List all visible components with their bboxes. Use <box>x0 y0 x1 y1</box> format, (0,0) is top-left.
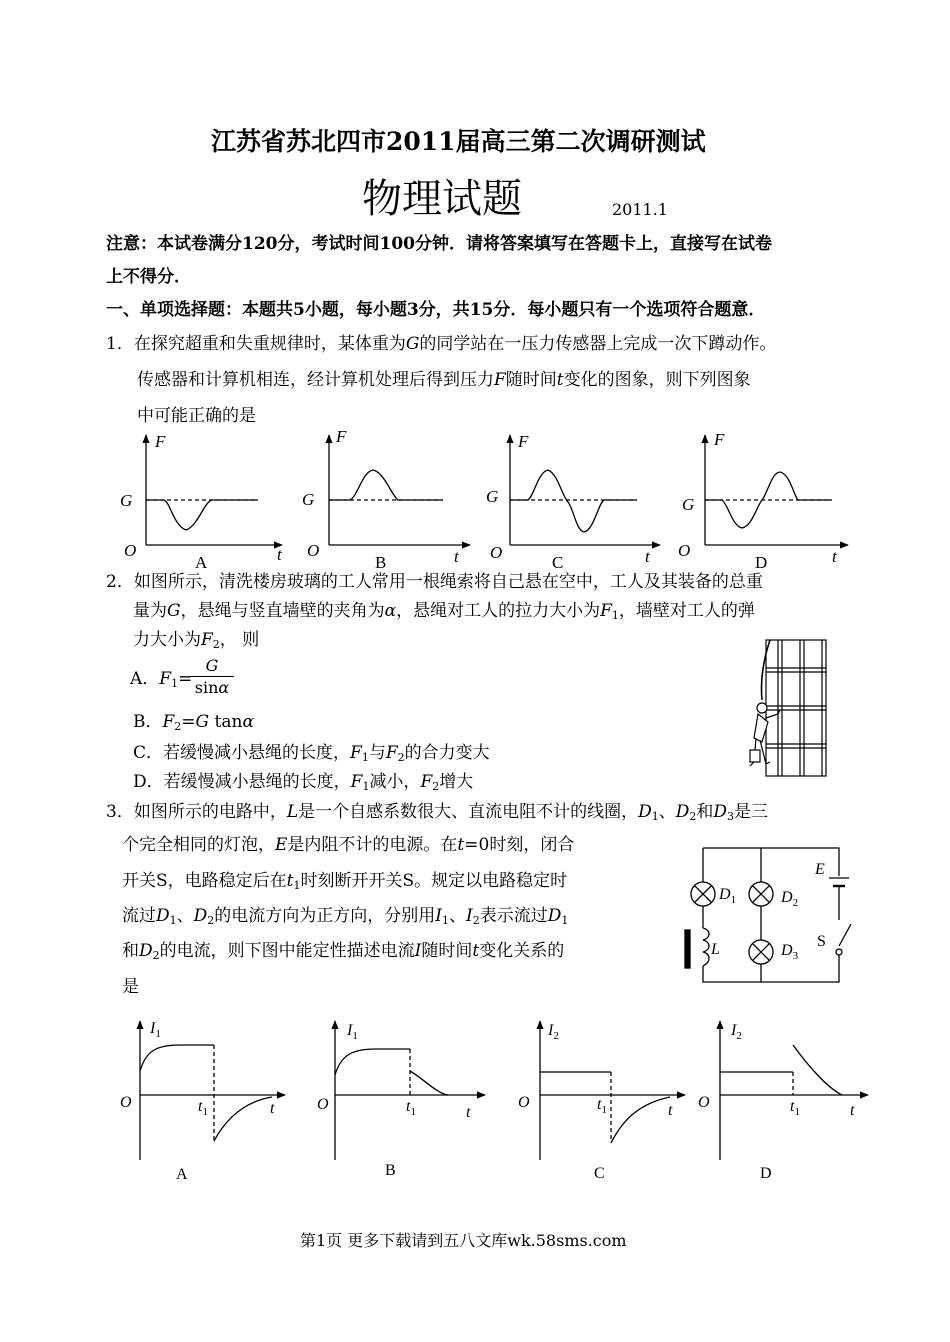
q3c-t1-sub: 1 <box>601 1104 607 1116</box>
q1-graph-c <box>510 435 660 545</box>
q3-sub-d2c: 2 <box>152 949 160 962</box>
q3-var-d1c: D <box>547 906 562 926</box>
q2-option-a-eq: = <box>178 669 193 689</box>
svg-text:t1 <box>597 1096 607 1116</box>
svg-text:D1 <box>718 886 736 906</box>
q3a-t1-label: t <box>198 1098 203 1115</box>
q3-text-2a: 个完全相同的灯泡， <box>122 835 275 855</box>
q3a-i-label: I <box>150 1020 156 1037</box>
q2-option-b-alpha: α <box>242 712 254 732</box>
q2-option-a-label: A． <box>130 669 160 689</box>
q2-line-3 <box>133 628 259 652</box>
q3c-i-sub: 2 <box>553 1030 559 1042</box>
q3-var-d2b: D <box>193 906 208 926</box>
q1a-g-label: G <box>120 491 133 510</box>
q2-option-d <box>133 770 473 794</box>
q2-text-1: 如图所示，清洗楼房玻璃的工人常用一根绳索将自己悬在空中，工人及其装备的总重 <box>133 572 763 592</box>
circuit-d1-label: D <box>719 886 731 903</box>
svg-text:t1 <box>790 1098 800 1118</box>
q1-var-t: t <box>556 370 564 390</box>
q3b-t1-label: t <box>406 1098 411 1115</box>
q3-text-5a: 和 <box>122 941 139 961</box>
q2-var-alpha: α <box>384 601 397 621</box>
q3-sub-d2b: 2 <box>207 914 215 927</box>
q3-text-5d: 变化关系的 <box>479 941 565 961</box>
page-footer: 第1页 更多下载请到五八文库wk.58sms.com <box>300 1231 627 1250</box>
q3-graph-c <box>540 1021 685 1160</box>
q3a-i-sub: 1 <box>155 1028 161 1040</box>
q3-sub-1: 1 <box>651 810 659 823</box>
q3c-t-label: t <box>668 1102 673 1119</box>
q3-number: 3． <box>106 802 134 822</box>
q1-text-e: 变化的图象，则下列图象 <box>563 370 751 390</box>
q3b-i-sub: 1 <box>352 1030 358 1042</box>
q2-option-d-f2: F <box>420 772 433 792</box>
q2-option-b-g: G <box>195 712 210 732</box>
q3-graphs <box>0 1015 950 1185</box>
q2-option-d-a: 若缓慢减小悬绳的长度， <box>163 772 351 792</box>
q3-var-d1: D <box>638 802 652 822</box>
circuit-l-label: L <box>711 941 720 958</box>
q3-var-d2c: D <box>139 941 153 961</box>
svg-text:t1 <box>198 1098 208 1118</box>
q1-graphs <box>0 427 950 572</box>
q2-var-f2: F <box>201 630 213 650</box>
q3-text-1a: 如图所示的电路中， <box>133 802 287 822</box>
q1-option-c: C <box>552 553 564 572</box>
svg-text:I1 <box>149 1020 161 1040</box>
q3b-o-label: O <box>317 1096 329 1113</box>
q1b-t-label: t <box>454 547 459 566</box>
q2-option-b-f: F <box>162 712 175 732</box>
q2-option-b-eq: = <box>181 712 196 732</box>
q1-var-g: G <box>405 334 420 354</box>
q3-text-3b: 时刻断开开关S。规定以电路稳定时 <box>300 871 568 891</box>
q3b-i-label: I <box>347 1022 353 1039</box>
q2-option-d-sub2: 2 <box>432 780 440 793</box>
q2-option-d-sub1: 1 <box>362 780 370 793</box>
q2-text-2c: ，悬绳对工人的拉力大小为 <box>396 601 601 621</box>
q2-option-c-c: 的合力变大 <box>404 743 490 763</box>
q3-sub-t1: 1 <box>293 879 301 892</box>
svg-text:D2 <box>780 889 798 909</box>
q3c-o-label: O <box>518 1094 530 1111</box>
q1a-o-label: O <box>124 541 137 560</box>
q3a-t-label: t <box>270 1100 275 1117</box>
q3-text-1e: 是三 <box>734 802 769 822</box>
q1b-o-label: O <box>307 541 320 560</box>
q1d-o-label: O <box>678 541 691 560</box>
q1-option-a: A <box>195 553 208 572</box>
section-heading: 一、单项选择题：本题共5小题，每小题3分，共15分．每小题只有一个选项符合题意． <box>106 300 766 320</box>
q1-option-d: D <box>755 553 768 572</box>
q2-text-2a: 量为 <box>133 601 167 621</box>
q3-text-1b: 是一个自感系数很大、直流电阻不计的线圈， <box>298 802 639 822</box>
inductor-l <box>685 928 709 968</box>
q3a-t1-sub: 1 <box>202 1106 208 1118</box>
q2-option-c-label: C． <box>133 743 164 763</box>
q3-line-1 <box>106 800 768 824</box>
q1a-t-label: t <box>277 545 282 564</box>
exam-date: 2011.1 <box>612 200 668 219</box>
q2-text-2d: ，墙壁对工人的弹 <box>618 601 755 621</box>
q3d-t1-sub: 1 <box>794 1106 800 1118</box>
q2-option-b-sub: 2 <box>174 720 182 733</box>
q2-text-3a: 力大小为 <box>133 630 201 650</box>
q3-sub-3: 3 <box>727 810 735 823</box>
q2-option-a-fraction <box>190 656 234 699</box>
q3-text-3a: 开关S，电路稳定后在 <box>122 871 287 891</box>
svg-text:I1 <box>346 1022 358 1042</box>
q1-line-2 <box>137 368 751 392</box>
svg-text:t1 <box>406 1098 416 1118</box>
circuit-e-label: E <box>815 861 825 878</box>
circuit-d3-sub: 3 <box>792 950 799 962</box>
q3-var-i2: I <box>466 906 473 926</box>
q3-line-5 <box>122 939 564 963</box>
q2-window-cleaner-illustration <box>748 638 828 778</box>
svg-text:I2 <box>730 1022 742 1042</box>
q3-var-d3: D <box>713 802 728 822</box>
q2-option-c-f1: F <box>350 743 362 763</box>
q2-frac-sin: sin <box>194 678 219 697</box>
q3-option-d: D <box>760 1165 772 1182</box>
circuit-d2-label: D <box>781 889 793 906</box>
q1-text-b: 的同学站在一压力传感器上完成一次下蹲动作。 <box>419 334 777 354</box>
svg-text:I2 <box>547 1022 559 1042</box>
lamp-d2 <box>749 882 773 906</box>
q3-line-4 <box>122 904 568 928</box>
q3-text-2c: =0时刻，闭合 <box>464 835 575 855</box>
q1-number: 1． <box>106 334 134 354</box>
q3c-t1-label: t <box>597 1096 602 1113</box>
q3-var-l: L <box>286 802 299 822</box>
q3d-o-label: O <box>698 1094 710 1111</box>
q2-frac-numerator: G <box>205 656 219 675</box>
q3d-i-sub: 2 <box>736 1030 742 1042</box>
q3c-i-label: I <box>548 1022 554 1039</box>
q2-text-3b: ， 则 <box>219 630 260 650</box>
q2-option-c-a: 若缓慢减小悬绳的长度， <box>163 743 351 763</box>
q3-graph-a <box>140 1021 285 1160</box>
exam-title: 江苏省苏北四市2011届高三第二次调研测试 <box>211 127 706 156</box>
q1-text-c: 传感器和计算机相连，经计算机处理后得到压力 <box>137 370 494 390</box>
q2-option-a-sub: 1 <box>171 677 179 690</box>
q1-graph-b <box>329 435 470 545</box>
subject-title: 物理试题 <box>362 176 522 222</box>
q3-text-4b: 、 <box>176 906 194 926</box>
q3-var-d1b: D <box>156 906 170 926</box>
q2-option-c-f2: F <box>385 743 398 763</box>
q2-option-b <box>133 710 254 734</box>
q2-sub-2: 2 <box>212 638 220 651</box>
q1d-f-label: F <box>714 430 725 449</box>
q2-option-c <box>133 741 490 765</box>
q1-graph-a <box>146 435 282 545</box>
q3-var-e: E <box>275 835 288 855</box>
q2-option-b-tan: tan <box>214 712 243 732</box>
q1c-o-label: O <box>490 543 503 562</box>
q2-option-d-f1: F <box>350 772 363 792</box>
q1-option-b: B <box>375 553 387 572</box>
q3a-o-label: O <box>120 1094 132 1111</box>
q3-var-t1: t <box>286 871 294 891</box>
notice-line-2: 上不得分． <box>106 267 191 287</box>
q3-line-3 <box>122 869 567 893</box>
q3-option-c: C <box>594 1165 605 1182</box>
q2-option-c-sub1: 1 <box>361 751 369 764</box>
q3-option-b: B <box>385 1162 396 1179</box>
q3-graph-d <box>720 1021 868 1160</box>
q3b-t1-sub: 1 <box>410 1106 416 1118</box>
q3d-t1-label: t <box>790 1098 795 1115</box>
q2-option-d-c: 增大 <box>439 772 474 792</box>
q3-text-5b: 的电流，则下图中能定性描述电流 <box>159 941 415 961</box>
q3-option-a: A <box>176 1166 188 1183</box>
q1b-g-label: G <box>302 490 315 509</box>
q3-line-2 <box>122 833 574 857</box>
circuit-d1-sub: 1 <box>730 894 737 906</box>
q2-option-d-b: 减小， <box>369 772 421 792</box>
q2-option-a <box>130 667 192 691</box>
q3b-t-label: t <box>466 1104 471 1121</box>
q3-text-1d: 和 <box>696 802 714 822</box>
q3-sub-2: 2 <box>689 810 697 823</box>
q3d-i-label: I <box>731 1022 737 1039</box>
q1c-f-label: F <box>518 432 529 451</box>
lamp-d3 <box>749 940 773 964</box>
q3-var-i1: I <box>435 906 442 926</box>
lamp-d1 <box>691 882 715 906</box>
q3-text-1c: 、 <box>658 802 676 822</box>
q2-option-d-label: D． <box>133 772 164 792</box>
q1-line-3: 中可能正确的是 <box>137 406 256 426</box>
q1-text-d: 随时间 <box>505 370 557 390</box>
q1-var-f: F <box>494 370 506 390</box>
q1-graph-d <box>705 435 848 545</box>
q2-option-c-b: 与 <box>368 743 386 763</box>
q2-frac-denominator <box>190 677 234 699</box>
q3-sub-i2: 2 <box>472 914 480 927</box>
q1a-f-label: F <box>155 432 166 451</box>
q2-option-b-label: B． <box>133 712 163 732</box>
q2-line-1 <box>106 570 763 594</box>
q2-text-2b: ，悬绳与竖直墙壁的夹角为 <box>180 601 385 621</box>
q1-text-a: 在探究超重和失重规律时，某体重为 <box>133 334 406 354</box>
q3-var-i: I <box>414 941 422 961</box>
q2-var-f1: F <box>600 601 612 621</box>
q3-circuit-diagram <box>675 842 855 987</box>
q2-number: 2． <box>106 572 134 592</box>
q1b-f-label: F <box>336 427 347 446</box>
q2-option-a-f: F <box>159 669 172 689</box>
q1d-g-label: G <box>682 495 695 514</box>
q2-option-c-sub2: 2 <box>397 751 405 764</box>
q2-sub-1: 1 <box>611 609 619 622</box>
q3-sub-i1: 1 <box>442 914 449 927</box>
notice-line-1: 注意：本试卷满分120分，考试时间100分钟．请将答案填写在答题卡上，直接写在试卷 <box>106 234 772 254</box>
circuit-s-label: S <box>817 933 826 950</box>
circuit-d3-label: D <box>781 942 793 959</box>
q1c-g-label: G <box>486 487 499 506</box>
q3-var-t: t <box>457 835 465 855</box>
q3-var-t-b: t <box>472 941 480 961</box>
q3-text-4e: 表示流过 <box>479 906 548 926</box>
q3-line-6: 是 <box>122 977 139 997</box>
q3d-t-label: t <box>850 1102 855 1119</box>
q3-text-4a: 流过 <box>122 906 156 926</box>
q1-line-1 <box>106 332 776 356</box>
circuit-d2-sub: 2 <box>792 897 799 909</box>
q2-frac-alpha: α <box>218 678 230 697</box>
q2-var-g: G <box>167 601 181 621</box>
q1d-t-label: t <box>832 547 837 566</box>
q1c-t-label: t <box>645 547 650 566</box>
q2-line-2 <box>133 599 755 623</box>
q3-text-2b: 是内阻不计的电源。在 <box>287 835 458 855</box>
svg-text:D3 <box>780 942 799 962</box>
q3-sub-d1b: 1 <box>169 914 177 927</box>
q3-text-5c: 随时间 <box>421 941 473 961</box>
q3-sub-d1c: 1 <box>561 914 569 927</box>
q3-text-4c: 的电流方向为正方向，分别用 <box>214 906 436 926</box>
q3-text-4d: 、 <box>449 906 466 926</box>
q3-var-d2: D <box>675 802 690 822</box>
